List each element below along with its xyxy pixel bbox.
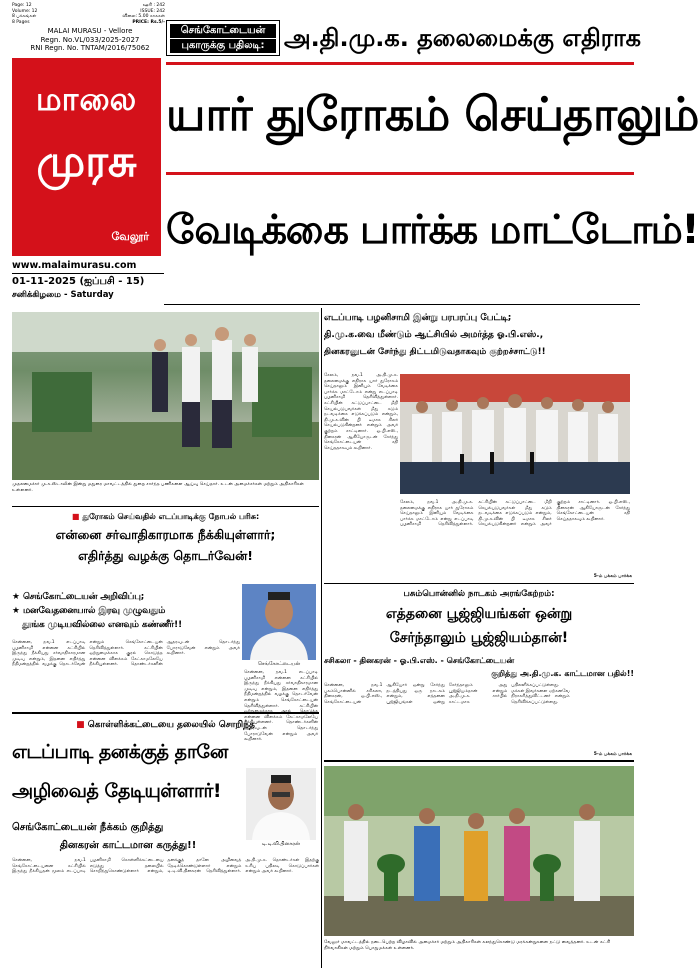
story3-subhead-line2: குறித்து அ.தி.மு.க. காட்டமான பதில்!! [491,669,634,678]
cm-inspection-photo [12,312,319,480]
eps-press-meet-photo [400,374,630,494]
story1-body: சென்னை, நவ.1 எடப்பாடி பழனிசாமி என்னை கட்சியில் இருந்து நீக்கியது சர்வாதிகாரமான முடிவு என்றும், இதனை எதிர்த்து நீதிமன்றத்தில் வழக்கு தொடர்வேன் என்றும் செங்கோட்டையன் தெரிவித்துள்ளார். கட்சியின் ஒற்றுமைக்காக குரல் கொடுத்த என்னை விளக்கம் கேட்காமலேயே நீக்கியுள்ளனர். தொண்டர்களின் ஆதரவுடன் தொடர்ந்து போராடுவேன் என்றும் அவர் கூறினார். [12,640,240,668]
story2-title-line1: எடப்பாடி பழனிசாமி இன்று பரபரப்பு பேட்டி; [324,313,512,323]
story1-bullet [12,590,232,604]
sengottaiyan-photo-caption: செங்கோட்டையன் [257,661,301,667]
story1-bullet [12,604,232,618]
story4-body: சென்னை, நவ.1 செங்கோட்டையனை கட்சியில் இருந்து நீக்கியதன் மூலம் எடப்பாடி பழனிசாமி கொள்ளிக்கட்டையை எடுத்து தலையில் சொறிந்துகொண்டுள்ளார் என்றும், தனக்குத் தானே அழிவைத் தேடிக்கொண்டுள்ளார் என்றும் டி.டி.வி.தினகரன் தெரிவித்துள்ளார். அ.தி.மு.க. தொண்டர்கள் இதற்கு உரிய பதிலடி கொடுப்பார்கள் என்றும் அவர் கூறினார். [12,858,319,875]
meta-line: Volume: 12 [12,8,38,14]
story3-headline-line1: எத்தனை பூஜ்ஜியங்கள் ஒன்று [385,606,573,622]
bullet-text: மனவேதனையால் இரவு முழுவதும் [22,606,166,616]
tree-planting-photo [324,766,634,936]
lead-kicker: அ.தி.மு.க. தலைமைக்கு எதிராக [284,24,642,52]
issue-date: 01-11-2025 (ஐப்பசி - 15) [12,276,145,287]
tree-planting-art [324,766,634,936]
edition-name: வேலூர் [111,230,149,243]
story2-body: சேலம், நவ.1 அ.தி.மு.க. தலைமைக்கு எதிராக யார் துரோகம் செய்தாலும் இனியும் வேடிக்கை பார்க்க மாட்டோம் என்று எடப்பாடி பழனிசாமி தெரிவித்துள்ளார். கட்சியின் கட்டுப்பாட்டை மீறி செயல்படுபவர்கள் மீது கடும் நடவடிக்கை எடுக்கப்படும் என்றும், தி.மு.க.வின் பி டீமாக சிலர் செயல்படுகின்றனர் என்றும் அவர் குற்றம் சாட்டினார். ஓ.பி.எஸ்., தினகரன் ஆகியோருடன் சேர்ந்து செங்கோட்டையன் சதி செய்ததாகவும் கூறினார். [400,500,630,528]
sengottaiyan-photo [242,584,316,660]
masthead-logo [12,58,161,256]
star-icon: ★ [12,606,23,616]
story1-bullet [12,618,232,632]
star-icon: ★ [12,592,23,602]
story3-headline-line2: சேர்ந்தாலும் பூஜ்ஜியம்தான்! [389,630,569,646]
meta-line: PRICE: Rs.5/- [132,19,165,25]
lead-headline-line2: வேடிக்கை பார்க்க மாட்டோம்! [166,207,698,253]
lead-tag-line1: செங்கோட்டையன் [170,24,276,38]
story2-title-line2: தி.மு.க.வை மீண்டும் ஆட்சியில் அமர்த்த ஓ.பி.எஸ்., [324,330,544,340]
story1-headline-line2: எதிர்த்து வழக்கு தொடர்வேன்! [78,548,253,563]
issue-info [110,3,165,25]
logo-top-text: மாலை [35,80,138,118]
story2-title [324,310,634,361]
story1-headline-line1: என்னை சர்வாதிகாரமாக நீக்கியுள்ளார்; [55,527,276,542]
dhinakaran-photo [246,768,316,840]
rni-number: RNI Regn. No. TNTAM/2016/75062 [30,44,150,52]
meta-line: 8 Pages [12,19,30,25]
meta-line: விலை: 5.00 காசுகள் [122,14,165,19]
dhinakaran-photo-caption: டி.டி.வி.தினகரன் [262,841,300,847]
story3-continued: 5-ம் பக்கம் பார்க்க [593,752,632,757]
sengottaiyan-portrait-art [242,584,316,660]
story4-headline-line1: எடப்பாடி தனக்குத் தானே [12,741,228,763]
logo-main-text: முரசு [36,136,137,187]
story4-subhead-line1: செங்கோட்டையன் நீக்கம் குறித்து [12,822,164,833]
story3-title: பசும்பொன்னில் நாடகம் அரங்கேற்றம்: [403,589,555,599]
story3-body: சென்னை, நவ.1 பசும்பொன்னில் சசிகலா, தினகரன், ஓ.பி.எஸ்., செங்கோட்டையன் ஆகியோர் ஒன்று சேர்ந்து நடத்தியது ஒரு நாடகம் என்றும், எத்தனை பூஜ்ஜியங்கள் ஒன்று சேர்ந்தாலும் அது பூஜ்ஜியம்தான் என்றும் அ.தி.மு.க. சார்பில் காட்டமாக பதிலளிக்கப்பட்டுள்ளது. மக்கள் இவர்களை ஏற்கனவே நிராகரித்துவிட்டனர் என்றும் தெரிவிக்கப்பட்டுள்ளது. [324,683,570,705]
story4-title: ■ கொள்ளிக்கட்டையை தலையில் சொறிந்த [76,720,255,730]
story2-body-left: சேலம், நவ.1 அ.தி.மு.க. தலைமைக்கு எதிராக யார் துரோகம் செய்தாலும் இனியும் வேடிக்கை பார்க்க மாட்டோம் என்று எடப்பாடி பழனிசாமி தெரிவித்துள்ளார். கட்சியின் கட்டுப்பாட்டை மீறி செயல்படுபவர்கள் மீது கடும் நடவடிக்கை எடுக்கப்படும் என்றும், தி.மு.க.வின் பி டீமாக சிலர் செயல்படுகின்றனர் என்றும் அவர் குற்றம் சாட்டினார். ஓ.பி.எஸ்., தினகரன் ஆகியோருடன் சேர்ந்து செங்கோட்டையன் சதி செய்ததாகவும் கூறினார். [324,373,398,451]
cm-inspection-photo-art [12,312,319,480]
story1-body-cont: சென்னை, நவ.1 எடப்பாடி பழனிசாமி என்னை கட்சியில் இருந்து நீக்கியது சர்வாதிகாரமான முடிவு என்றும், இதனை எதிர்த்து நீதிமன்றத்தில் வழக்கு தொடர்வேன் என்றும் செங்கோட்டையன் தெரிவித்துள்ளார். கட்சியின் என்னை விளக்கம் கேட்காமலேயே நீக்கியுள்ளனர். தொண்டர்களின் ஆதரவுடன் தொடர்ந்து போராடுவேன் என்றும் அவர் கூறினார். [244,670,318,743]
cm-photo-caption: முதலமைச்சர் மு.க.ஸ்டாலின் இன்று மதுரை மாவட்டத்தில் துறை சார்ந்த பணிகளை ஆய்வு செய்தார். உடன் அமைச்சர்கள் மற்றும் அதிகாரிகள் உள்ளனர். [12,482,304,493]
story1-title: ■ துரோகம் செய்வதில் எடப்பாடிக்கு நோபல் பரிசு: [71,512,260,521]
story4-title-text: கொள்ளிக்கட்டையை தலையில் சொறிந்த [87,720,255,730]
bullet-text: செங்கோட்டையன் அறிவிப்பு; [22,592,145,602]
volume-info [12,3,72,25]
registration-number: Regn. No.VL/033/2025-2027 [40,35,140,44]
story1-bullets [12,590,232,632]
story3-subhead-line1: சசிகலா - தினகரன் - ஓ.பி.எஸ். - செங்கோட்டையன் [324,656,515,665]
lead-headline-line1: யார் துரோகம் செய்தாலும் [166,87,698,141]
meta-line: Page: 12 [12,3,32,8]
bullet-text: தூங்க முடியவில்லை எனவும் கண்ணீர்!! [22,620,183,630]
lead-tag-line2: புகாருக்கு பதிலடி: [170,39,276,53]
story1-title-text: துரோகம் செய்வதில் எடப்பாடிக்கு நோபல் பரிசு: [82,512,260,521]
story4-headline-line2: அழிவைத் தேடியுள்ளார்! [12,780,222,802]
meta-line: ஊசி : 242 [142,3,165,8]
website[interactable]: www.malaimurasu.com [12,260,137,271]
meta-line: 8 பக்கங்கள் [12,14,37,19]
dhinakaran-portrait-art [246,768,316,840]
tree-planting-caption: வேலூர் மாவட்டத்தில் நடைபெற்ற விழாவில் அமைச்சர் மற்றும் அதிகாரிகள் கலந்துகொண்டு மரக்கன்றுகளை நட்டு வைத்தனர். உடன் கட்சி நிர்வாகிகள் மற்றும் பொதுமக்கள் உள்ளனர். [324,940,611,951]
story2-title-line3: தினகரனுடன் சேர்ந்து திட்டமிடுவதாகவும் குற்றச்சாட்டு!! [324,347,546,357]
story4-subhead-line2: தினகரன் காட்டமான கருத்து!! [59,840,197,851]
registration-block [12,27,168,53]
publisher: MALAI MURASU - Vellore [47,27,133,35]
issue-day: சனிக்கிழமை - Saturday [12,290,114,300]
eps-press-meet-art [400,374,630,494]
story2-continued: 5-ம் பக்கம் பார்க்க [593,574,632,579]
meta-line: ISSUE: 242 [140,8,165,14]
lead-tag-box [166,20,280,56]
